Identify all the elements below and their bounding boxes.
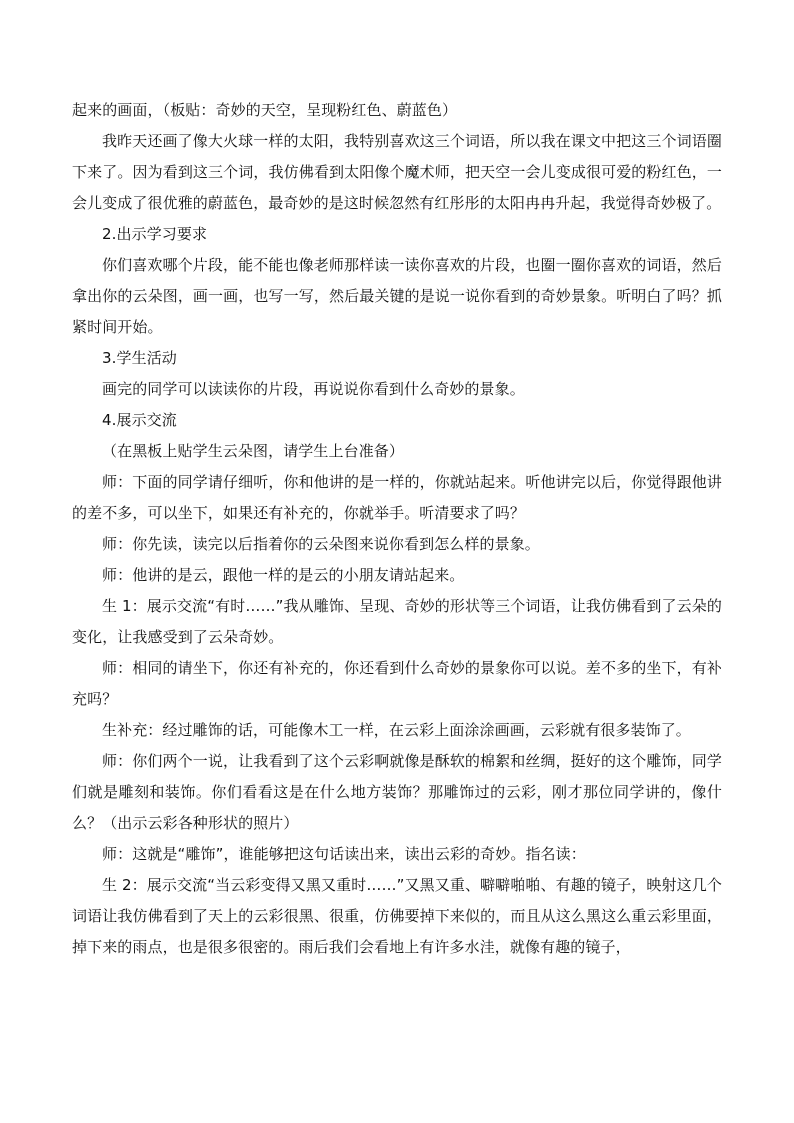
paragraph-teacher-reading: 师：这就是“雕饰”，谁能够把这句话读出来，读出云彩的奇妙。指名读： (102, 845, 586, 863)
paragraph-teacher-decoration: 师：你们两个一说，让我看到了这个云彩啊就像是酥软的棉絮和丝绸，挺好的这个雕饰，同学们就是雕刻和装饰。你们看看这是在什么地方装饰？那雕饰过的云彩，刚才那位同学讲的，像什么？（出示云彩各种形状的照片） (72, 752, 722, 832)
paragraph-teacher-instructions: 师：下面的同学请仔细听，你和他讲的是一样的，你就站起来。听他讲完以后，你觉得跟他讲的差不多，可以坐下，如果还有补充的，你就举手。听清要求了吗？ (72, 473, 722, 522)
section-heading-show-and-share: 4.展示交流 (102, 411, 177, 429)
paragraph-student-1: 生 1：展示交流“有时……”我从雕饰、呈现、奇妙的形状等三个词语，让我仿佛看到了云朵的变化，让我感受到了云朵奇妙。 (72, 597, 722, 646)
section-heading-learning-requirements: 2.出示学习要求 (102, 225, 208, 243)
paragraph-board-setup: （在黑板上贴学生云朵图，请学生上台准备） (102, 442, 405, 460)
paragraph-teacher-read-first: 师：你先读，读完以后指着你的云朵图来说你看到怎么样的景象。 (102, 535, 540, 553)
document-body (72, 95, 722, 963)
paragraph-learning-requirements: 你们喜欢哪个片段，能不能也像老师那样读一读你喜欢的片段，也圈一圈你喜欢的词语，然后拿出你的云朵图，画一画，也写一写，然后最关键的是说一说你看到的奇妙景象。听明白了吗？抓紧时间开始。 (72, 256, 722, 336)
paragraph-student-supplement: 生补充：经过雕饰的话，可能像木工一样，在云彩上面涂涂画画，云彩就有很多装饰了。 (102, 721, 691, 739)
paragraph-board-note: 起来的画面，（板贴：奇妙的天空，呈现粉红色、蔚蓝色） (72, 101, 458, 119)
paragraph-sun-description: 我昨天还画了像大火球一样的太阳，我特别喜欢这三个词语，所以我在课文中把这三个词语圈下来了。因为看到这三个词，我仿佛看到太阳像个魔术师，把天空一会儿变成很可爱的粉红色，一会儿变成了很优雅的蔚蓝色，最奇妙的是这时候忽然有红彤彤的太阳冉冉升起，我觉得奇妙极了。 (72, 132, 722, 212)
paragraph-teacher-cloud: 师：他讲的是云，跟他一样的是云的小朋友请站起来。 (102, 566, 465, 584)
paragraph-teacher-followup: 师：相同的请坐下，你还有补充的，你还看到什么奇妙的景象你可以说。差不多的坐下，有补充吗？ (72, 659, 722, 708)
paragraph-student-2: 生 2：展示交流“当云彩变得又黑又重时……”又黑又重、噼噼啪啪、有趣的镜子，映射这几个词语让我仿佛看到了天上的云彩很黑、很重，仿佛要掉下来似的，而且从这么黑这么重云彩里面，掉下来的雨点，也是很多很密的。雨后我们会看地上有许多水洼，就像有趣的镜子， (72, 876, 722, 956)
section-heading-student-activity: 3.学生活动 (102, 349, 177, 367)
paragraph-student-activity: 画完的同学可以读读你的片段，再说说你看到什么奇妙的景象。 (102, 380, 525, 398)
